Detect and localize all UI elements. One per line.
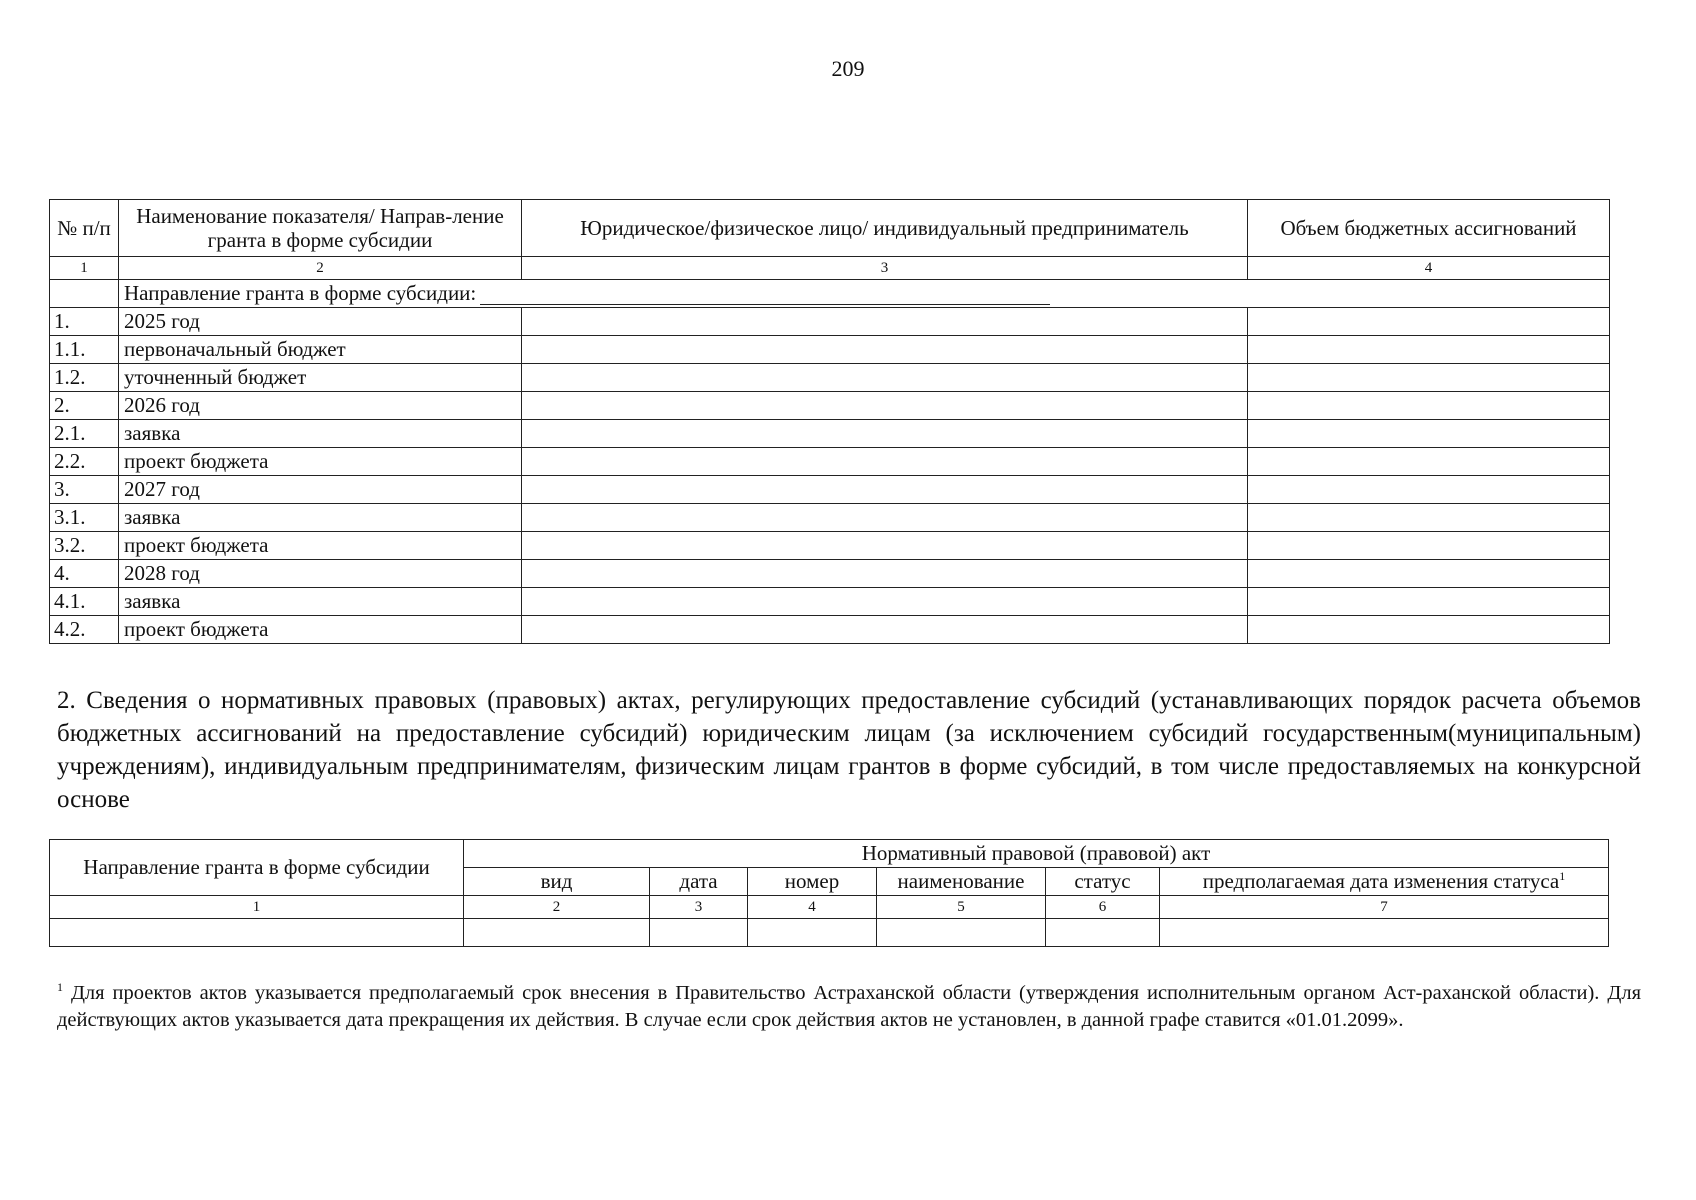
header-number: № п/п: [50, 200, 119, 257]
table-row: [50, 448, 1610, 476]
header-grant-direction: Направление гранта в форме субсидии: [50, 840, 464, 896]
column-number: 6: [1046, 896, 1160, 919]
budget-cell[interactable]: [1248, 364, 1610, 392]
row-number: 1.1.: [50, 336, 119, 364]
recipient-cell[interactable]: [522, 616, 1248, 644]
recipient-cell[interactable]: [522, 308, 1248, 336]
row-name: проект бюджета: [119, 532, 522, 560]
row-name: первоначальный бюджет: [119, 336, 522, 364]
budget-cell[interactable]: [1248, 504, 1610, 532]
recipient-cell[interactable]: [522, 588, 1248, 616]
recipient-cell[interactable]: [522, 476, 1248, 504]
row-number: 1.: [50, 308, 119, 336]
budget-cell[interactable]: [1248, 532, 1610, 560]
row-number: 3.2.: [50, 532, 119, 560]
table-row: [50, 364, 1610, 392]
status-change-date-cell[interactable]: [1160, 919, 1609, 947]
table-row: [50, 560, 1610, 588]
grant-direction-cell[interactable]: [50, 919, 464, 947]
footnote-text: Для проектов актов указывается предполагаемый срок внесения в Правительство Астраханской области (утверждения исполнительным органом Аст-раханской области). Для действующих актов указывается дата прекращения их действия. В случае если срок действия актов не установлен, в данной графе ставится «01.01.2099».: [57, 982, 1642, 1031]
row-name: проект бюджета: [119, 448, 522, 476]
header-indicator-name: Наименование показателя/ Направ-ление гранта в форме субсидии: [119, 200, 522, 257]
header-date: дата: [650, 868, 748, 896]
column-number: 1: [50, 257, 119, 280]
legal-acts-table: [49, 839, 1609, 947]
recipient-cell[interactable]: [522, 448, 1248, 476]
budget-cell[interactable]: [1248, 560, 1610, 588]
direction-label: Направление гранта в форме субсидии:: [124, 281, 477, 306]
column-numbers-row: [50, 896, 1609, 919]
budget-cell[interactable]: [1248, 616, 1610, 644]
budget-cell[interactable]: [1248, 588, 1610, 616]
column-number: 1: [50, 896, 464, 919]
budget-cell[interactable]: [1248, 448, 1610, 476]
table-row: [50, 504, 1610, 532]
recipient-cell[interactable]: [522, 392, 1248, 420]
table-row: [50, 420, 1610, 448]
type-cell[interactable]: [464, 919, 650, 947]
row-number: 2.2.: [50, 448, 119, 476]
column-number: 3: [522, 257, 1248, 280]
row-name: заявка: [119, 504, 522, 532]
footnote-mark: 1: [57, 980, 63, 995]
column-number: 2: [119, 257, 522, 280]
budget-cell[interactable]: [1248, 308, 1610, 336]
direction-row: [50, 280, 1610, 308]
table-row: [50, 919, 1609, 947]
column-number: 5: [877, 896, 1046, 919]
table-row: [50, 336, 1610, 364]
recipient-cell[interactable]: [522, 532, 1248, 560]
table-row: [50, 308, 1610, 336]
budget-cell[interactable]: [1248, 392, 1610, 420]
footnote: [57, 980, 1641, 1034]
column-number: 4: [1248, 257, 1610, 280]
column-numbers-row: [50, 257, 1610, 280]
status-cell[interactable]: [1046, 919, 1160, 947]
row-number: 1.2.: [50, 364, 119, 392]
column-number: 2: [464, 896, 650, 919]
column-number: 4: [748, 896, 877, 919]
table-row: [50, 392, 1610, 420]
column-number: 7: [1160, 896, 1609, 919]
row-name: 2028 год: [119, 560, 522, 588]
row-number: 3.1.: [50, 504, 119, 532]
direction-cell: [119, 280, 1610, 308]
section-2-text: 2. Сведения о нормативных правовых (правовых) актах, регулирующих предоставление субсидий (устанавливающих порядок расчета объемов бюджетных ассигнований на предоставление субсидий) юридическим лицам (за исключением субсидий государственным(муниципальным) учреждениям), индивидуальным предпринимателям, физическим лицам грантов в форме субсидий, в том числе предоставляемых на конкурсной основе: [57, 687, 1641, 813]
header-type: вид: [464, 868, 650, 896]
budget-cell[interactable]: [1248, 476, 1610, 504]
budget-cell[interactable]: [1248, 336, 1610, 364]
recipient-cell[interactable]: [522, 420, 1248, 448]
row-number: 4.: [50, 560, 119, 588]
row-name: проект бюджета: [119, 616, 522, 644]
budget-cell[interactable]: [1248, 420, 1610, 448]
row-name: 2025 год: [119, 308, 522, 336]
table-header-row: [50, 200, 1610, 257]
fill-in-line: [480, 286, 1050, 305]
header-status-change-date-label: предполагаемая дата изменения статуса: [1202, 869, 1560, 894]
header-recipient: Юридическое/физическое лицо/ индивидуальный предприниматель: [522, 200, 1248, 257]
recipient-cell[interactable]: [522, 336, 1248, 364]
name-cell[interactable]: [877, 919, 1046, 947]
row-name: заявка: [119, 588, 522, 616]
row-name: 2026 год: [119, 392, 522, 420]
number-cell[interactable]: [748, 919, 877, 947]
row-name: заявка: [119, 420, 522, 448]
table-header-row: [50, 840, 1609, 868]
column-number: 3: [650, 896, 748, 919]
header-budget-volume: Объем бюджетных ассигнований: [1248, 200, 1610, 257]
row-number: 2.1.: [50, 420, 119, 448]
recipient-cell[interactable]: [522, 504, 1248, 532]
header-status-change-date: [1160, 868, 1609, 896]
row-number: 4.1.: [50, 588, 119, 616]
table-row: [50, 588, 1610, 616]
table-row: [50, 616, 1610, 644]
header-act-name: наименование: [877, 868, 1046, 896]
header-legal-act: Нормативный правовой (правовой) акт: [464, 840, 1609, 868]
row-name: 2027 год: [119, 476, 522, 504]
recipient-cell[interactable]: [522, 364, 1248, 392]
recipient-cell[interactable]: [522, 560, 1248, 588]
header-act-number: номер: [748, 868, 877, 896]
row-number: 2.: [50, 392, 119, 420]
header-status: статус: [1046, 868, 1160, 896]
row-number: 4.2.: [50, 616, 119, 644]
page-number: 209: [831, 56, 865, 81]
table-row: [50, 476, 1610, 504]
footnote-mark: 1: [1559, 869, 1566, 884]
row-number: 3.: [50, 476, 119, 504]
date-cell[interactable]: [650, 919, 748, 947]
table-row: [50, 532, 1610, 560]
empty-cell: [50, 280, 119, 308]
budget-allocation-table: [49, 199, 1610, 644]
row-name: уточненный бюджет: [119, 364, 522, 392]
